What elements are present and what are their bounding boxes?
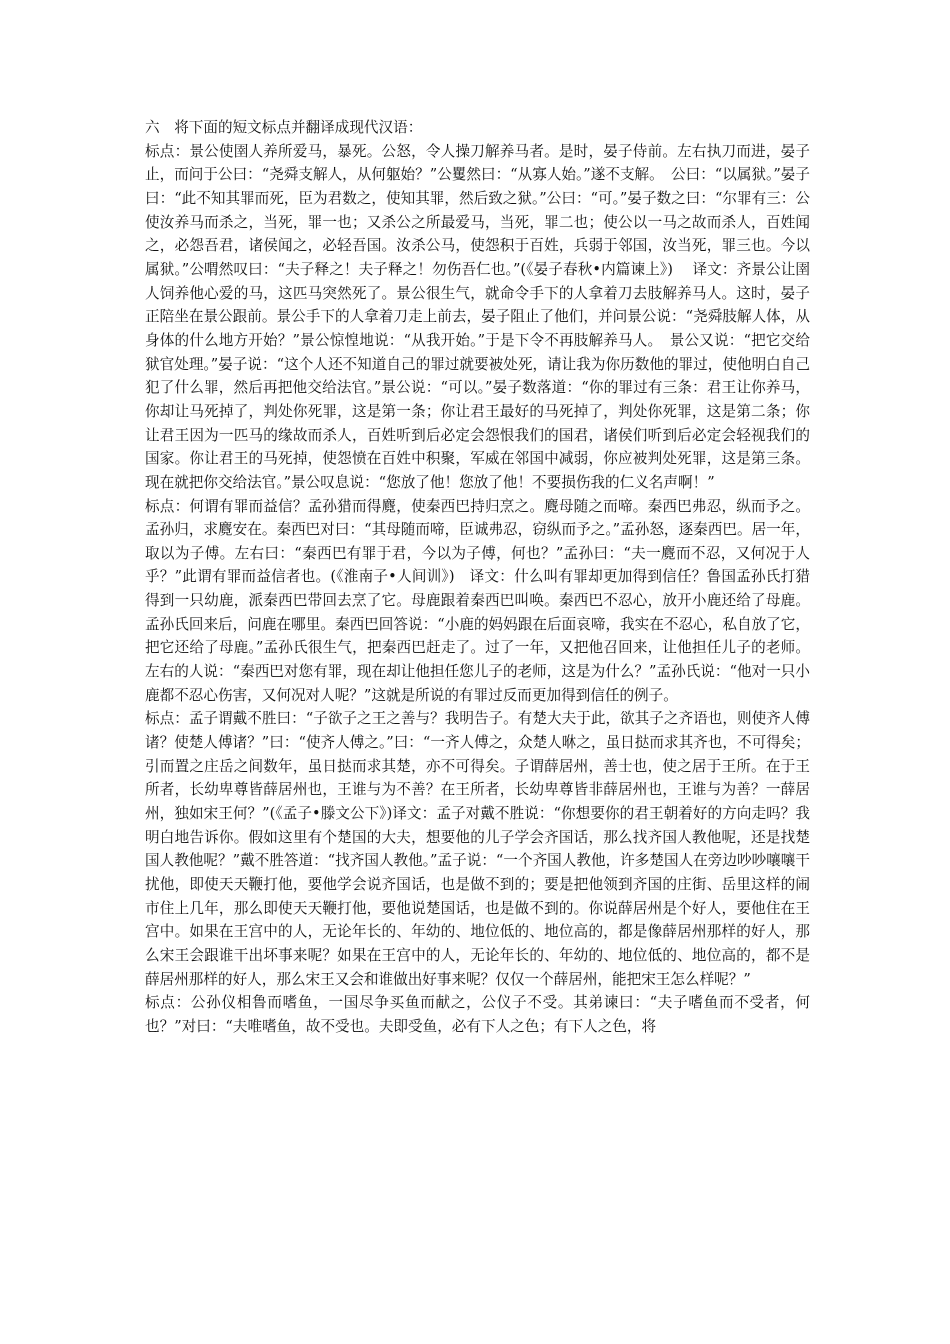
paragraph-gongsunyi: 标点：公孙仪相鲁而嗜鱼，一国尽争买鱼而献之，公仪子不受。其弟谏曰：“夫子嗜鱼而不受者，何也？”对曰：“夫唯嗜鱼，故不受也。夫即受鱼，必有下人之色；有下人之色，将 — [145, 994, 810, 1035]
paragraph-mengsun: 标点：何谓有罪而益信？孟孙猎而得麑，使秦西巴持归烹之。麑母随之而啼。秦西巴弗忍，纵而予之。孟孙归，求麑安在。秦西巴对曰：“其母随而啼，臣诚弗忍，窃纵而予之。”孟孙怒，逐秦西巴。居一年，取以为子傅。左右曰：“秦西巴有罪于君，今以为子傅，何也？”孟孙曰：“夫一麑而不忍，又何况于人乎？”此谓有罪而益信者也。(《淮南子•人间训》) 译文：什么叫有罪却更加得到信任？鲁国孟孙氏打猎得到一只幼鹿，派秦西巴带回去烹了它。母鹿跟着秦西巴叫唤。秦西巴不忍心，放开小鹿还给了母鹿。孟孙氏回来后，问鹿在哪里。秦西巴回答说：“小鹿的妈妈跟在后面哀啼，我实在不忍心，私自放了它，把它还给了母鹿。”孟孙氏很生气，把秦西巴赶走了。过了一年，又把他召回来，让他担任儿子的老师。左右的人说：“秦西巴对您有罪，现在却让他担任您儿子的老师，这是为什么？”孟孙氏说：“他对一只小鹿都不忍心伤害，又何况对人呢？”这就是所说的有罪过反而更加得到信任的例子。 — [145, 497, 810, 704]
document-page — [145, 116, 810, 1039]
paragraph-yanzi: 标点：景公使圉人养所爱马，暴死。公怒，令人操刀解养马者。是时，晏子侍前。左右执刀而进，晏子止，而问于公曰：“尧舜支解人，从何躯始？”公矍然曰：“从寡人始。”遂不支解。 公曰：“以属狱。”晏子曰：“此不知其罪而死，臣为君数之，使知其罪，然后致之狱。”公曰：“可。”晏子数之曰：“尔罪有三：公使汝养马而杀之，当死，罪一也；又杀公之所最爱马，当死，罪二也；使公以一马之故而杀人，百姓闻之，必怨吾君，诸侯闻之，必轻吾国。汝杀公马，使怨积于百姓，兵弱于邻国，汝当死，罪三也。今以属狱。”公喟然叹曰：“夫子释之！夫子释之！勿伤吾仁也。”(《晏子春秋•内篇谏上》) 译文：齐景公让圉人饲养他心爱的马，这匹马突然死了。景公很生气，就命令手下的人拿着刀去肢解养马人。这时，晏子正陪坐在景公跟前。景公手下的人拿着刀走上前去，晏子阻止了他们，并问景公说：“尧舜肢解人体，从身体的什么地方开始？”景公惊惶地说：“从我开始。”于是下令不再肢解养马人。 景公又说：“把它交给狱官处理。”晏子说：“这个人还不知道自己的罪过就要被处死，请让我为你历数他的罪过，使他明白自己犯了什么罪，然后再把他交给法官。”景公说：“可以。”晏子数落道：“你的罪过有三条：君王让你养马，你却让马死掉了，判处你死罪，这是第一条；你让君王最好的马死掉了，判处你死罪，这是第二条；你让君王因为一匹马的缘故而杀人，百姓听到后必定会怨恨我们的国君，诸侯们听到后必定会轻视我们的国家。你让君王的马死掉，使怨愤在百姓中积聚，军威在邻国中减弱，你应被判处死罪，这是第三条。现在就把你交给法官。”景公叹息说：“您放了他！您放了他！不要损伤我的仁义名声啊！” — [145, 142, 810, 491]
section-heading: 六 将下面的短文标点并翻译成现代汉语： — [145, 119, 423, 136]
paragraph-mencius: 标点：孟子谓戴不胜曰：“子欲子之王之善与？我明告子。有楚大夫于此，欲其子之齐语也，则使齐人傅诸？使楚人傅诸？”曰：“使齐人傅之。”曰：“一齐人傅之，众楚人咻之，虽日挞而求其齐也，不可得矣；引而置之庄岳之间数年，虽日挞而求其楚，亦不可得矣。子谓薛居州，善士也，使之居于王所。在于王所者，长幼卑尊皆薛居州也，王谁与为不善？在王所者，长幼卑尊皆非薛居州也，王谁与为善？一薛居州，独如宋王何？”(《孟子•滕文公下》)译文：孟子对戴不胜说：“你想要你的君王朝着好的方向走吗？我明白地告诉你。假如这里有个楚国的大夫，想要他的儿子学会齐国话，那么找齐国人教他呢，还是找楚国人教他呢？”戴不胜答道：“找齐国人教他。”孟子说：“一个齐国人教他，许多楚国人在旁边吵吵嚷嚷干扰他，即使天天鞭打他，要他学会说齐国话，也是做不到的；要是把他领到齐国的庄街、岳里这样的闹市住上几年，那么即使天天鞭打他，要他说楚国话，也是做不到的。你说薛居州是个好人，要他住在王宫中。如果在王宫中的人，无论年长的、年幼的、地位低的、地位高的，都是像薛居州那样的好人，那么宋王会跟谁干出坏事来呢？如果在王宫中的人，无论年长的、年幼的、地位低的、地位高的，都不是薛居州那样的好人，那么宋王又会和谁做出好事来呢？仅仅一个薛居州，能把宋王怎么样呢？” — [145, 710, 810, 988]
